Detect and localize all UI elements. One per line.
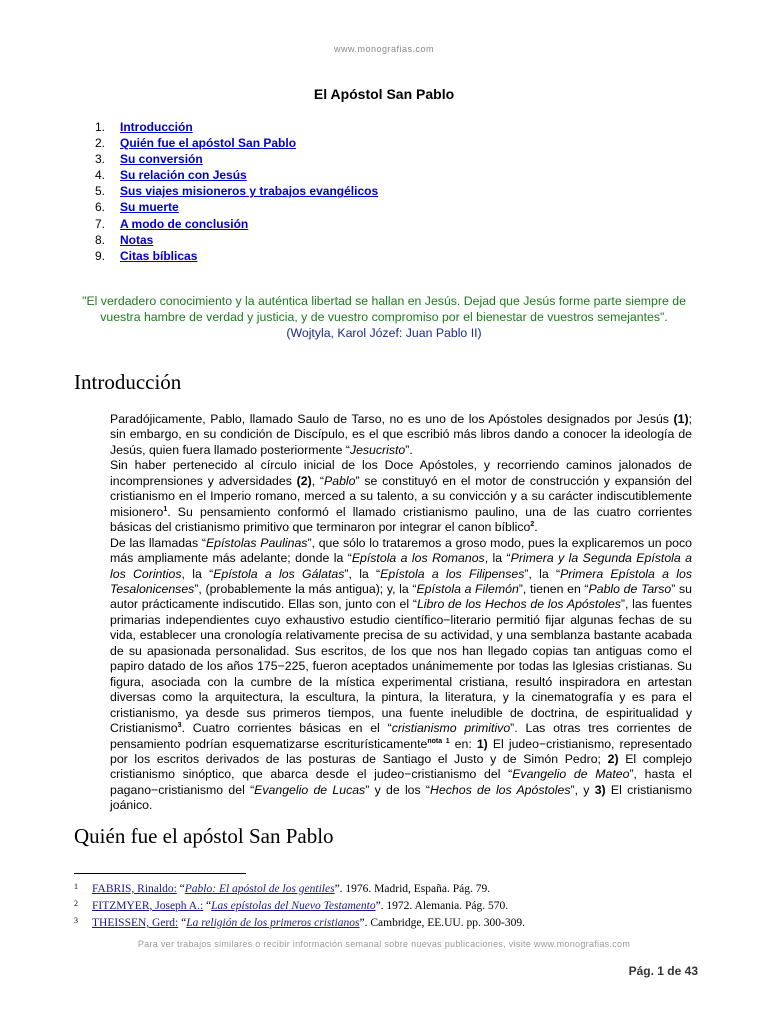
toc-number: 4. [95, 168, 106, 183]
toc-link-quien-fue[interactable]: Quién fue el apóstol San Pablo [120, 136, 297, 151]
footnote-number: 3 [74, 916, 78, 925]
text-run: ”, tienen en “ [518, 581, 589, 596]
footnote-link[interactable]: La religión de los primeros cristianos [186, 917, 360, 929]
list-marker: 3) [594, 782, 606, 797]
text-run: ” y de los “ [365, 782, 431, 797]
introduccion-body [110, 412, 692, 814]
text-run: Epístola a los Romanos [351, 551, 485, 566]
toc-link-conversion[interactable]: Su conversión [120, 152, 203, 167]
footnotes [74, 881, 525, 932]
text-run: ”, las fuentes primarias independientes cuyo exhaustivo estudio científico−literario permitió fijar algunas fechas de su vida, establecer una cronología relativamente precisa de su actividad, y una semblanza bastante acabada de su apasionada personalidad. Sus escritos, de los que nos han llegado copias tan antiguas como el papiro datado de los años 175−225, fueron aceptados unánimemente por todas las Iglesias cristianas. Su figura, asociada con la cumbre de la mística experimental cristiana, resultó inspiradora en artestan diversas como la arquitectura, la escultura, la pintura, la literatura, y la cinematografía y es para el cristianismo, ya desde sus primeros tiempos, una fuente ineludible de doctrina, de espiritualidad y Cristianismo [110, 597, 692, 736]
footnote-number: 1 [74, 882, 78, 891]
text-run: Epístola a Filemón [416, 581, 519, 596]
toc-item [95, 183, 378, 199]
toc-link-citas[interactable]: Citas bíblicas [120, 248, 198, 263]
text-run: “ [178, 917, 187, 929]
footnote-author[interactable]: FABRIS, Rinaldo: [92, 883, 177, 895]
toc-item [95, 119, 378, 135]
site-header[interactable]: www.monografias.com [333, 44, 435, 54]
text-run: ”. 1976. Madrid, España. Pág. 79. [334, 883, 491, 895]
text-run: ”, que sólo lo trataremos a groso modo, pues la explicaremos un poco más ampliamente más adelante; donde la “ [110, 535, 692, 566]
text-run: Epístola a los Gálatas [213, 566, 345, 581]
toc-number: 8. [95, 232, 106, 247]
text-run: . [534, 520, 538, 535]
toc-number: 3. [95, 152, 106, 167]
quote-citation [286, 326, 481, 340]
text-run: ”. Cambridge, EE.UU. pp. 300-309. [359, 917, 525, 929]
text-run: en: [449, 736, 477, 751]
reference-marker: (1) [673, 412, 689, 426]
text-run: ”, (probablemente la más antigua); y, la “ [194, 581, 417, 596]
text-run: ” su autor prácticamente indiscutido. Ellas son, junto con el “ [110, 581, 692, 612]
text-run: Evangelio de Mateo [512, 767, 630, 782]
text-run: ”. 1972. Alemania. Pág. 570. [375, 900, 509, 912]
text-run: Jesucristo [349, 442, 406, 457]
footer-notice[interactable]: Para ver trabajos similares o recibir información semanal sobre nuevas publicaciones, visite www.monografias.com [137, 939, 631, 949]
text-run: Paradójicamente, Pablo, llamado Saulo de Tarso, no es uno de los Apóstoles designados por Jesús [110, 412, 674, 426]
toc-link-relacion[interactable]: Su relación con Jesús [120, 168, 247, 183]
paragraph [110, 536, 692, 814]
table-of-contents [95, 119, 378, 264]
footnote-link[interactable]: Las epístolas del Nuevo Testamento [211, 900, 376, 912]
text-run: Evangelio de Lucas [254, 782, 366, 797]
list-marker: 1) [476, 736, 488, 751]
text-run: Sin haber pertenecido al círculo inicial de los Doce Apóstoles, y recorriendo caminos jalonados de incomprensiones y adversidades [110, 458, 692, 488]
toc-item [95, 151, 378, 167]
text-run: De las llamadas “ [110, 535, 206, 550]
cite-open: ( [286, 326, 291, 340]
quote-text: "El verdadero conocimiento y la auténtica libertad se hallan en Jesús. Dejad que Jesús forme parte siempre de vuestra hambre de verdad y justicia, y de vuestro compromiso por el bienestar de vuestros semejantes". [82, 294, 686, 324]
text-run: El cristianismo joánico. [110, 782, 693, 813]
text-run: , la “ [181, 566, 214, 581]
text-run: ”, la “ [524, 566, 561, 581]
text-run: ”, hasta el pagano−cristianismo del “ [110, 767, 692, 797]
toc-item [95, 167, 378, 183]
text-run: El judeo−cristianismo, representado por los escritos derivados de las posturas de Santiago el Justo y de Simón Pedro; [110, 736, 692, 766]
text-run: . Su pensamiento conformó el llamado cristianismo paulino, una de las cuatro corrientes básicas del cristianismo primitivo que terminaron por integrar el canon bíblico [110, 504, 692, 535]
footnote-number: 2 [74, 899, 78, 908]
toc-number: 9. [95, 248, 106, 263]
footnote-ref[interactable]: 1 [163, 505, 168, 513]
text-run: ”. [405, 442, 413, 457]
text-run: ” se constituyó en el motor de construcción y expansión del cristianismo en el Imperio romano, merced a su talento, a su convicción y a su carácter indiscutiblemente misionero [110, 473, 692, 519]
toc-link-conclusion[interactable]: A modo de conclusión [120, 216, 249, 231]
footnote-author[interactable]: FITZMYER, Joseph A.: [92, 900, 204, 912]
text-run: ”, la “ [344, 566, 381, 581]
paragraph [110, 458, 692, 535]
document-title: El Apóstol San Pablo [313, 86, 455, 102]
section-heading-quien-fue: Quién fue el apóstol San Pablo [74, 824, 334, 848]
text-run: Epístolas Paulinas [205, 535, 308, 550]
page-number: Pág. 1 de 43 [628, 964, 698, 978]
footnote [74, 898, 525, 915]
cite-name: Wojtyla, Karol Józef: Juan Pablo II [290, 326, 478, 340]
toc-item [95, 135, 378, 151]
text-run: Primera y la Segunda Epístola a los Corintios [110, 551, 692, 581]
text-run: ”. Las otras tres corrientes de pensamiento podrían esquematizarse escriturísticamente [110, 721, 692, 751]
text-run: cristianismo primitivo [391, 721, 511, 736]
reference-marker: (2) [296, 473, 312, 488]
text-run: El complejo cristianismo sinóptico, que abarca desde el judeo−cristianismo del “ [110, 751, 692, 782]
text-run: Epístola a los Filipenses [380, 566, 525, 581]
toc-item [95, 216, 378, 232]
footnote-author[interactable]: THEISSEN, Gerd: [92, 917, 179, 929]
footnote-link[interactable]: Pablo: El apóstol de los gentiles [184, 883, 335, 895]
text-run: . Cuatro corrientes básicas en el “ [181, 721, 392, 736]
footnote-ref[interactable]: 3 [177, 721, 182, 729]
toc-link-muerte[interactable]: Su muerte [120, 200, 179, 215]
paragraph [110, 412, 692, 458]
toc-link-introduccion[interactable]: Introducción [120, 120, 193, 134]
toc-number: 7. [95, 216, 106, 231]
toc-item [95, 248, 378, 264]
toc-link-notas[interactable]: Notas [120, 232, 154, 247]
text-run: Primera Epístola a los Tesalonicenses [110, 566, 692, 596]
text-run: Pablo [324, 473, 356, 488]
footnote-ref[interactable]: 2 [530, 521, 535, 529]
toc-number: 2. [95, 136, 106, 151]
list-marker: 2) [607, 751, 619, 766]
toc-link-viajes[interactable]: Sus viajes misioneros y trabajos evangélicos [120, 184, 379, 199]
footnote-divider [74, 873, 246, 874]
text-run: , “ [311, 473, 325, 488]
cite-close: ) [477, 326, 482, 340]
toc-item [95, 232, 378, 248]
text-run: “ [176, 883, 185, 895]
epigraph-quote [66, 293, 702, 341]
text-run: , la “ [484, 551, 511, 566]
section-heading-introduccion: Introducción [74, 370, 182, 394]
footnote [74, 881, 525, 898]
toc-item [95, 199, 378, 215]
footnote [74, 915, 525, 932]
toc-number: 6. [95, 200, 106, 215]
text-run: Pablo de Tarso [588, 581, 672, 596]
text-run: ; sin embargo, en su condición de Discípulo, es el que escribió más libros dando a conocer la ideología de Jesús, quien fuera llamado posteriormente “ [110, 412, 692, 457]
toc-number: 5. [95, 184, 106, 199]
text-run: Hechos de los Apóstoles [430, 782, 571, 797]
toc-number: 1. [95, 120, 106, 134]
note-ref[interactable]: nota 1 [427, 737, 450, 745]
text-run: “ [203, 900, 212, 912]
text-run: ”, y [570, 782, 595, 797]
text-run: Libro de los Hechos de los Apóstoles [416, 597, 621, 612]
